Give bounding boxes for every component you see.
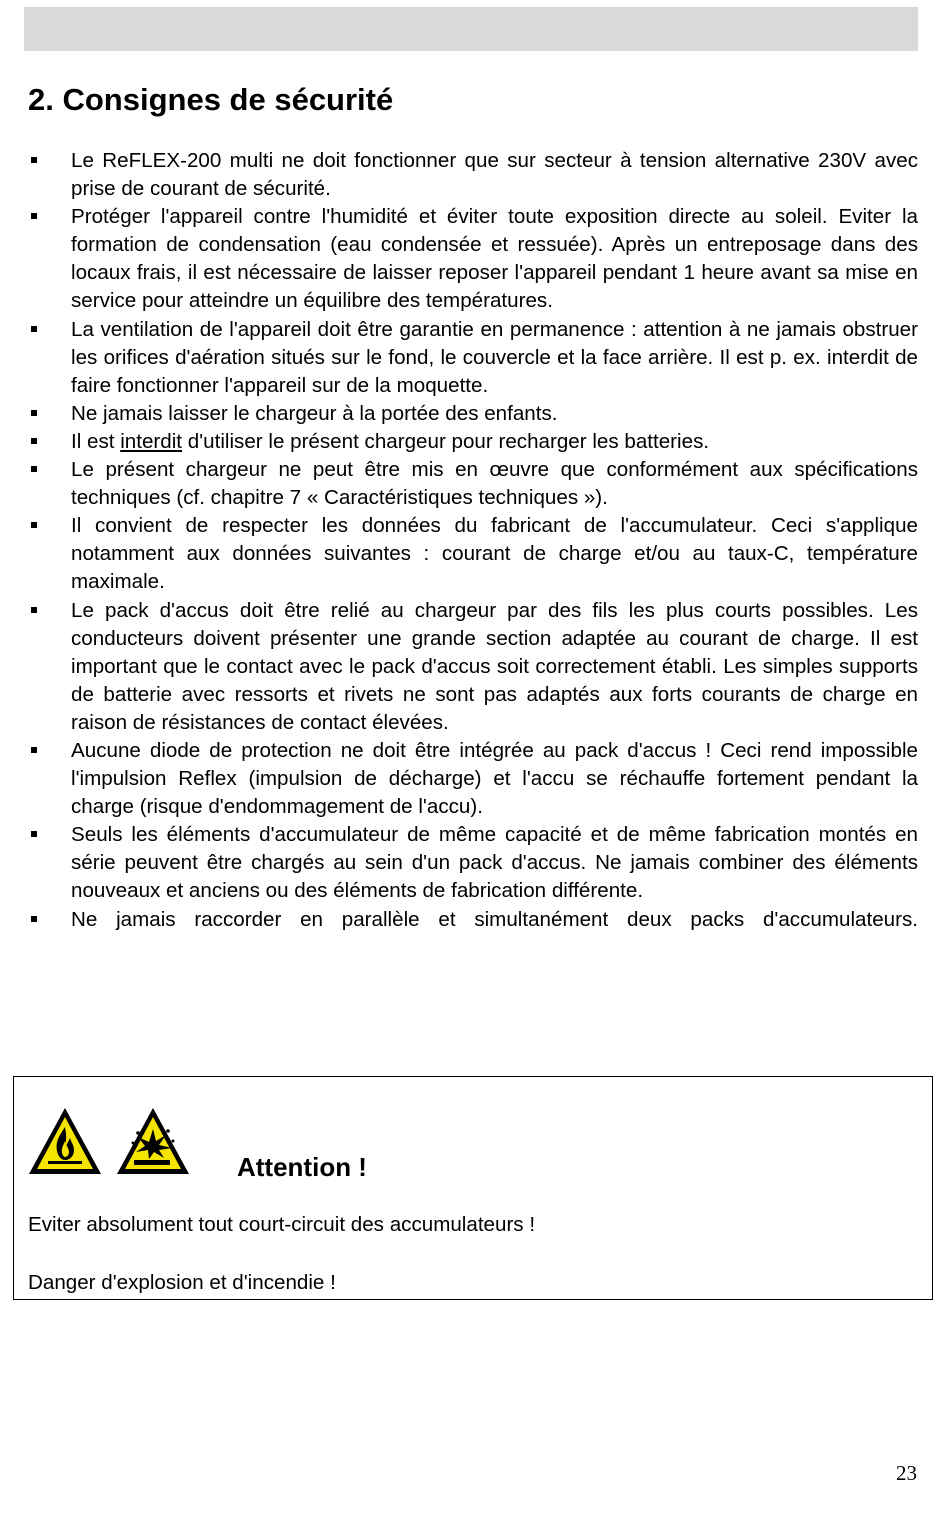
hazard-icons: [28, 1105, 198, 1177]
explosion-fire-warning: Danger d'explosion et d'incendie !: [28, 1271, 336, 1294]
warning-box: [13, 1076, 933, 1300]
fire-hazard-icon: [29, 1108, 101, 1174]
underlined-word: interdit: [120, 429, 183, 453]
list-item: Le présent chargeur ne peut être mis en œuvre que conformément aux spécifications techniques (cf. chapitre 7 « Caractéristiques techniques »).: [28, 456, 918, 512]
rule-text-before: Il est: [71, 429, 121, 453]
safety-rules-list: [28, 147, 918, 934]
list-item: Le pack d'accus doit être relié au chargeur par des fils les plus courts possibles. Les conducteurs doivent présenter une grande section adaptée au courant de charge. Il est important que le contact avec le pack d'accus soit correctement établi. Les simples supports de batterie avec ressorts et rivets ne sont pas adaptés aux forts courants de charge en raison de résistances de contact élevées.: [28, 597, 918, 737]
page-number: 23: [896, 1461, 917, 1485]
list-item: La ventilation de l'appareil doit être garantie en permanence : attention à ne jamais obstruer les orifices d'aération situés sur le fond, le couvercle et la face arrière. Il est p. ex. interdit de faire fonctionner l'appareil sur de la moquette.: [28, 316, 918, 400]
explosion-hazard-icon: [117, 1108, 189, 1174]
list-item: Ne jamais laisser le chargeur à la portée des enfants.: [28, 400, 918, 428]
list-item: [28, 428, 918, 456]
header-bar: [24, 7, 918, 51]
list-item: Ne jamais raccorder en parallèle et simultanément deux packs d'accumulateurs.: [28, 906, 918, 934]
attention-title: Attention !: [237, 1152, 367, 1182]
list-item: Il convient de respecter les données du fabricant de l'accumulateur. Ceci s'applique notamment aux données suivantes : courant de charge et/ou au taux-C, température maximale.: [28, 512, 918, 596]
list-item: Aucune diode de protection ne doit être intégrée au pack d'accus ! Ceci rend impossible l'impulsion Reflex (impulsion de décharge) et l'accu se réchauffe fortement pendant la charge (risque d'endommagement de l'accu).: [28, 737, 918, 821]
list-item: Seuls les éléments d'accumulateur de même capacité et de même fabrication montés en série peuvent être chargés au sein d'un pack d'accus. Ne jamais combiner des éléments nouveaux et anciens ou des éléments de fabrication différente.: [28, 821, 918, 905]
list-item: Protéger l'appareil contre l'humidité et éviter toute exposition directe au soleil. Eviter la formation de condensation (eau condensée et ressuée). Après un entreposage dans des locaux frais, il est nécessaire de laisser reposer l'appareil pendant 1 heure avant sa mise en service pour atteindre un équilibre des températures.: [28, 203, 918, 315]
list-item: Le ReFLEX-200 multi ne doit fonctionner que sur secteur à tension alternative 230V avec prise de courant de sécurité.: [28, 147, 918, 203]
short-circuit-warning: Eviter absolument tout court-circuit des accumulateurs !: [28, 1213, 536, 1236]
rule-text-after: d'utiliser le présent chargeur pour recharger les batteries.: [182, 429, 710, 453]
section-title: 2. Consignes de sécurité: [28, 82, 394, 117]
